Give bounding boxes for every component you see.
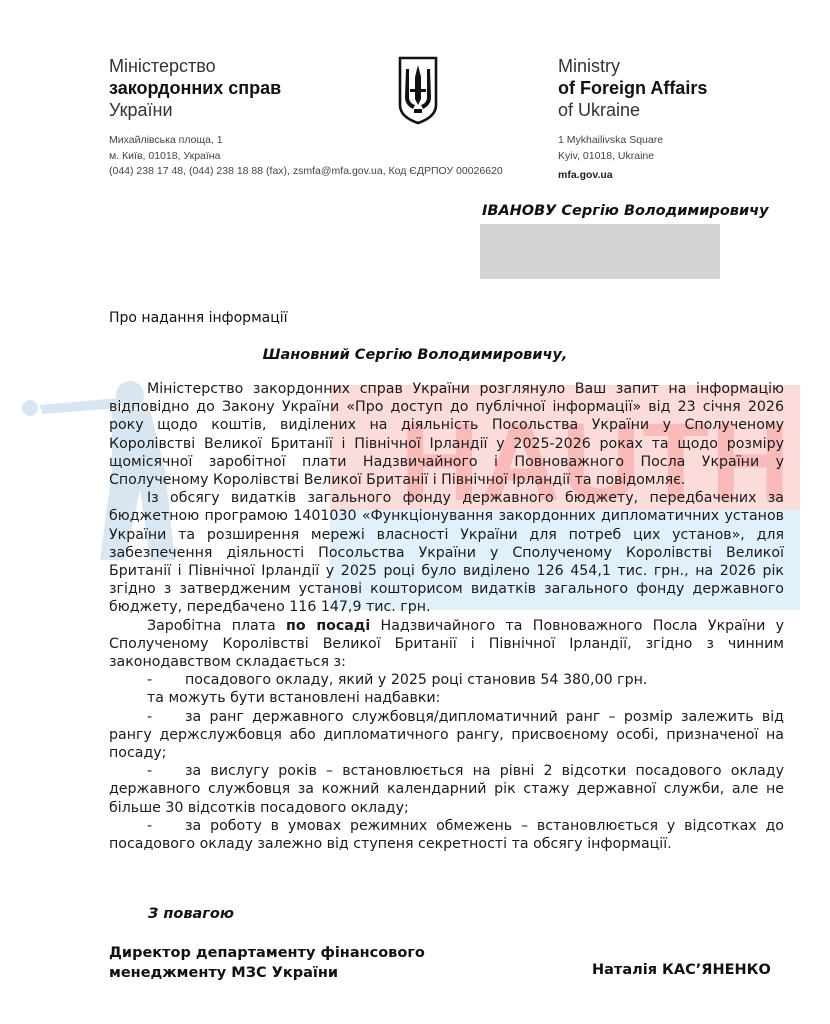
bullet-dash: -: [147, 763, 153, 780]
closing: З повагою: [148, 906, 234, 922]
list-item-base-salary: [109, 671, 784, 689]
ministry-line1-ua: Міністерство: [109, 56, 216, 76]
salary-intro: Заробітна плата: [147, 617, 287, 634]
address-line1-ua: Михайлівська площа, 1: [109, 134, 223, 146]
list-item-rank: [109, 708, 784, 763]
svg-text:HAUTH: HAUTH: [400, 401, 790, 524]
salary-rest: Надзвичайного та Повноважного Посла України у Сполученому Королівстві Великої Британії і Північної Ірландії, згідно з чинним законодавством складається з:: [109, 617, 785, 671]
list-item-text: за вислугу років – встановлюється на рівні 2 відсотки посадового окладу державного службовця за кожний календарний рік стажу державної служби, але не більше 30 відсотків посадового окладу;: [109, 763, 784, 816]
paragraph-allowances: та можуть бути встановлені надбавки:: [147, 690, 441, 707]
list-item-text: посадового окладу, який у 2025 році становив 54 380,00 грн.: [185, 672, 648, 689]
list-item-text: за ранг державного службовця/дипломатичний ранг – розмір залежить від рангу держслужбовця або дипломатичного рангу, присвоєному особі, призначеної на посаду;: [109, 708, 784, 762]
bullet-dash: -: [147, 708, 153, 725]
salary-position-emphasis: по посаді: [286, 617, 371, 634]
signatory-title: [109, 943, 425, 983]
salutation: Шановний Сергію Володимировичу,: [262, 347, 568, 363]
ministry-line2-en: of Foreign Affairs: [558, 78, 708, 98]
redacted-address: [480, 224, 720, 279]
letter-body: [109, 380, 784, 853]
ministry-line3-en: of Ukraine: [558, 100, 641, 120]
ministry-line1-en: Ministry: [558, 56, 620, 76]
letterhead-english: [558, 55, 707, 184]
signatory-name: Наталія КАС’ЯНЕНКО: [592, 962, 771, 978]
paragraph-salary: [109, 617, 784, 672]
signatory-title-line1: Директор департаменту фінансового: [109, 945, 425, 961]
addressee-name: ІВАНОВУ Сергію Володимировичу: [482, 203, 769, 219]
letter-subject: Про надання інформації: [109, 310, 288, 326]
signatory-title-line2: менеджменту МЗС України: [109, 965, 339, 981]
address-line2-en: Kyiv, 01018, Ukraine: [558, 149, 655, 162]
list-item-secrecy: [109, 817, 784, 853]
list-item-seniority: [109, 762, 784, 817]
trident-emblem-icon: [397, 55, 439, 125]
letterhead-ukrainian: [109, 55, 503, 180]
address-line1-en: 1 Mykhailivska Square: [558, 134, 664, 146]
paragraph-request: Міністерство закордонних справ України розглянуло Ваш запит на інформацію відповідно до Закону України «Про доступ до публічної інформації» від 23 січня 2026 року щодо коштів, виділених на діяльність Посольства України у Сполученому Королівстві Великої Британії і Північної Ірландії у 2025-2026 роках та щодо розміру щомісячної заробітної плати Надзвичайного і Повноважного Посла України у Сполученому Королівстві Великої Британії і Північної Ірландії та повідомляє.: [109, 381, 784, 489]
ministry-line3-ua: України: [109, 100, 173, 120]
bullet-dash: -: [147, 817, 153, 834]
ministry-line2-ua: закордонних справ: [109, 78, 282, 98]
contacts-line-ua: (044) 238 17 48, (044) 238 18 88 (fax), zsmfa@mfa.gov.ua, Код ЄДРПОУ 00026620: [109, 165, 503, 177]
website: mfa.gov.ua: [558, 169, 613, 181]
list-item-text: за роботу в умовах режимних обмежень – встановлюється у відсотках до посадового окладу залежно від ступеня секретності та обсягу інформації.: [109, 817, 784, 853]
paragraph-budget: Із обсягу видатків загального фонду державного бюджету, передбачених за бюджетною програмою 1401030 «Функціонування закордонних дипломатичних установ України та розширення мережі власності України для потреб цих установ», для забезпечення діяльності Посольства України у Сполученому Королівстві Великої Британії і Північної Ірландії у 2025 році було виділено 126 454,1 тис. грн., на 2026 рік згідно з затвердженим установі кошторисом видатків загального фонду державного бюджету, передбачено 116 147,9 тис. грн.: [109, 490, 784, 616]
bullet-dash: -: [147, 672, 153, 689]
address-line2-ua: м. Київ, 01018, Україна: [109, 149, 221, 162]
